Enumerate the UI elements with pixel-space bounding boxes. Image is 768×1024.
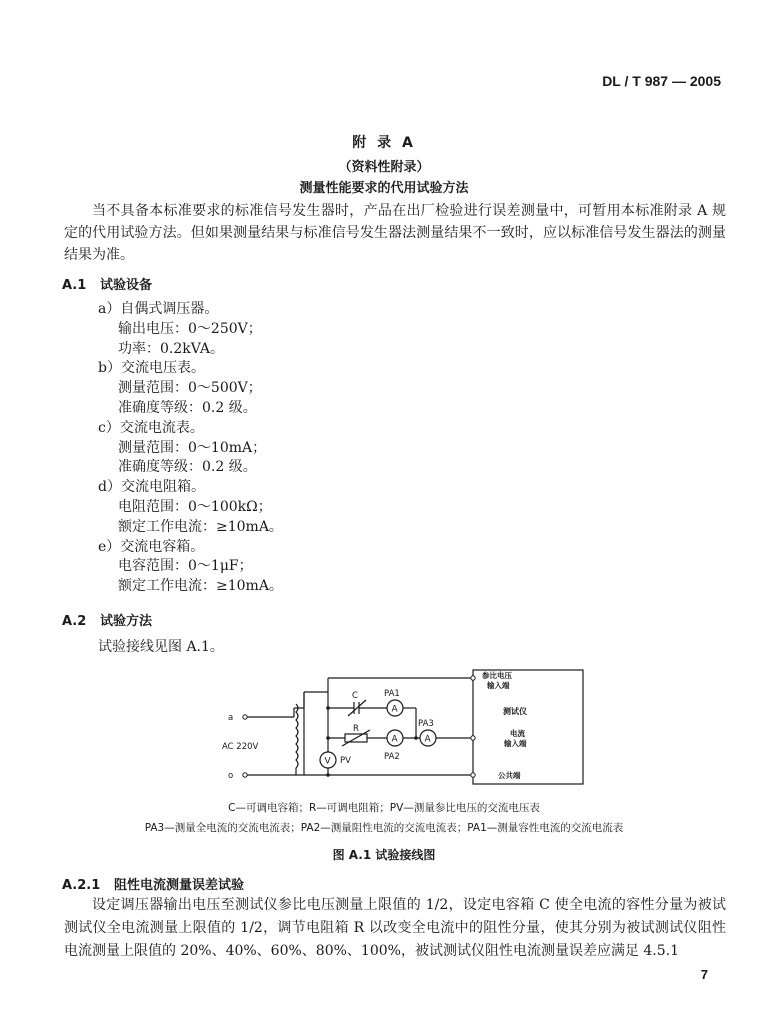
ref-voltage-input-label: 参比电压 [482, 671, 512, 680]
list-item: c）交流电流表。 [98, 419, 204, 436]
terminal-o-label: o [228, 771, 234, 781]
section-a2-heading [62, 610, 152, 629]
list-item: a）自偶式调压器。 [98, 301, 219, 317]
intro-paragraph: 当不具备本标准要求的标准信号发生器时，产品在出厂检验进行误差测量中，可暂用本标准附录 A 规定的代用试验方法。但如果测量结果与标准信号发生器法测量结果不一致时，应以标准信号发生器法的测量结果为准。 [64, 203, 726, 263]
standard-code: DL / T 987 — 2005 [602, 73, 721, 89]
section-a2-text: 试验接线见图 A.1。 [98, 639, 224, 655]
figure-title: 图 A.1 试验接线图 [332, 848, 436, 862]
device-label: 测试仪 [503, 707, 527, 716]
section-title: 阻性电流测量误差试验 [114, 878, 245, 893]
list-item-detail: 额定工作电流：≥10mA。 [118, 518, 283, 535]
section-number: A.2.1 [62, 878, 101, 893]
pv-label: PV [340, 756, 351, 766]
list-item-detail: 准确度等级：0.2 级。 [118, 459, 257, 476]
list-item-detail: 测量范围：0～500V； [118, 380, 262, 397]
section-a21-heading [62, 874, 244, 893]
section-title: 试验设备 [100, 278, 153, 293]
list-item-detail: 测量范围：0～10mA； [118, 439, 267, 456]
section-a21-text: 设定调压器输出电压至测试仪参比电压测量上限值的 1/2，设定电容箱 C 使全电流的容性分量为被试测试仪全电流测量上限值的 1/2，调节电阻箱 R 以改变全电流中的阻性分量，使其分别为被试测试仪阻性电流测量上限值的 20%、40%、60%、80%、100%，被试测试仪阻性电流测量误差应满足 4.5.1 [64, 897, 726, 959]
voltmeter-pv-icon: V [324, 756, 331, 767]
list-item: d）交流电阻箱。 [98, 479, 205, 496]
list-item-detail: 额定工作电流：≥10mA。 [118, 578, 283, 595]
equipment-list [98, 300, 283, 597]
wiring-diagram [220, 664, 590, 788]
section-title: 试验方法 [100, 614, 153, 629]
terminal-a-label: a [228, 713, 234, 723]
list-item-detail: 输出电压：0～250V； [118, 320, 262, 337]
pa3-label: PA3 [418, 719, 434, 729]
list-item-detail: 功率：0.2kVA。 [118, 340, 225, 357]
ammeter-pa1-icon: A [391, 704, 398, 715]
list-item-detail: 电容范围：0～1μF； [118, 558, 253, 575]
figure-note-1: C—可调电容箱；R—可调电阻箱；PV—测量参比电压的交流电压表 [228, 802, 540, 814]
current-input-label: 电流 [510, 729, 525, 738]
list-item: b）交流电压表。 [98, 360, 205, 377]
list-item-detail: 电阻范围：0～100kΩ； [118, 498, 272, 515]
ref-voltage-input-label-2: 输入端 [487, 681, 510, 690]
appendix-heading: 测量性能要求的代用试验方法 [299, 181, 469, 196]
appendix-title: 附 录 A [352, 135, 416, 151]
current-input-label-2: 输入端 [504, 739, 527, 748]
pa1-label: PA1 [384, 689, 400, 699]
resistor-label: R [353, 724, 359, 734]
section-number: A.2 [62, 614, 87, 629]
page-number: 7 [700, 967, 708, 982]
pa2-label: PA2 [384, 752, 400, 762]
figure-note-2: PA3—测量全电流的交流电流表；PA2—测量阻性电流的交流电流表；PA1—测量容性电流的交流电流表 [144, 822, 624, 834]
capacitor-label: C [352, 691, 358, 701]
section-a1-heading [62, 274, 152, 293]
ammeter-pa2-icon: A [391, 734, 398, 745]
list-item-detail: 准确度等级：0.2 级。 [118, 399, 257, 416]
appendix-subtitle: （资料性附录） [338, 160, 430, 175]
ammeter-pa3-icon: A [424, 734, 431, 745]
list-item: e）交流电容箱。 [98, 538, 205, 555]
common-terminal-label: 公共端 [498, 771, 521, 780]
source-label: AC 220V [222, 742, 259, 752]
section-number: A.1 [62, 278, 87, 293]
